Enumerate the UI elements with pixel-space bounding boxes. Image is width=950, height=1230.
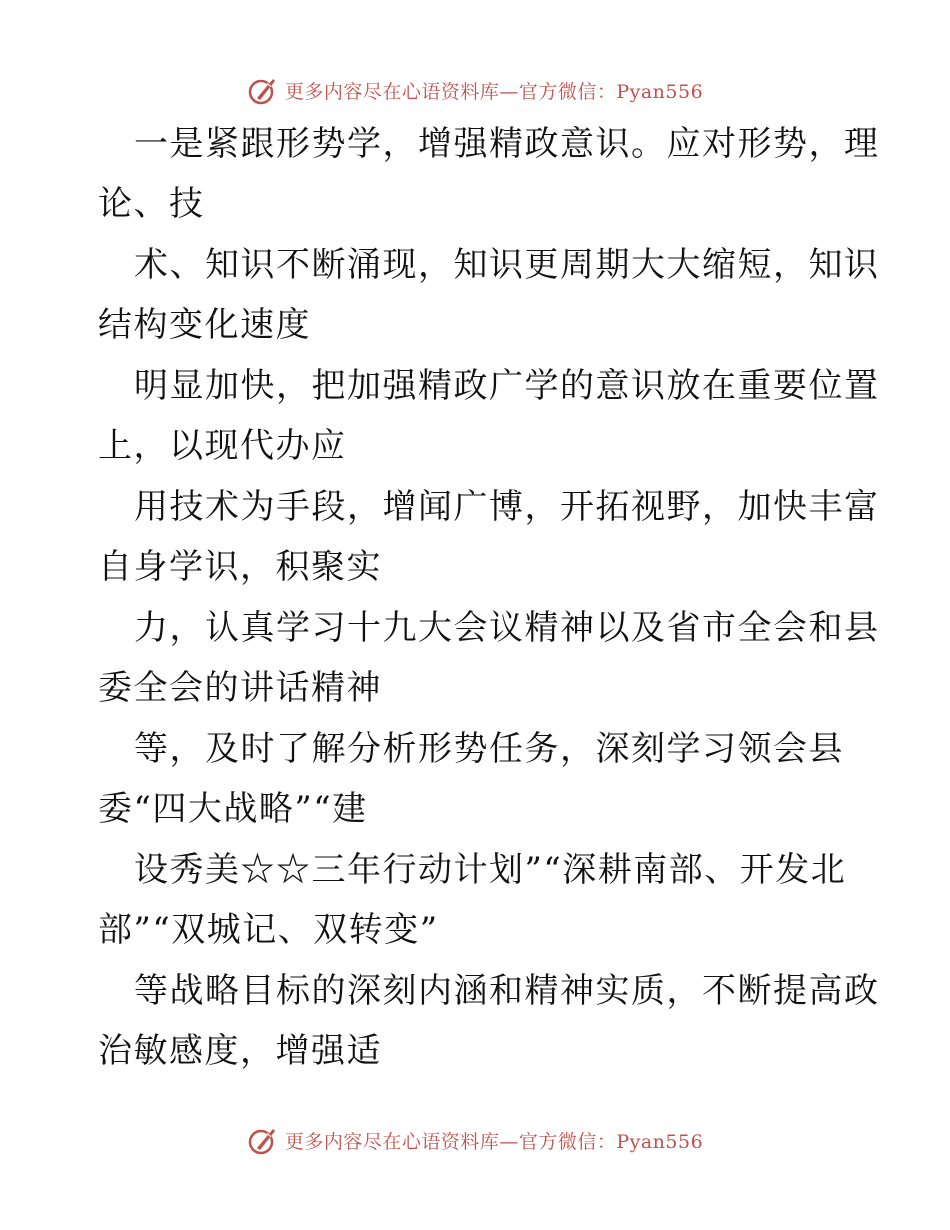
body-line: 等，及时了解分析形势任务，深刻学习领会县	[134, 729, 844, 769]
body-line: 设秀美☆☆三年行动计划”“深耕南部、开发北	[134, 850, 847, 890]
watermark-text: 更多内容尽在心语资料库—官方微信：Pyan556	[284, 80, 704, 103]
body-line: 委“四大战略”“建	[98, 789, 368, 829]
body-line: 自身学识，积聚实	[98, 547, 382, 587]
body-line: 结构变化速度	[98, 305, 311, 345]
watermark-text: 更多内容尽在心语资料库—官方微信：Pyan556	[284, 1130, 704, 1153]
body-line: 治敏感度，增强适	[98, 1031, 382, 1071]
body-line: 上，以现代办应	[98, 426, 347, 466]
body-line: 委全会的讲话精神	[98, 668, 382, 708]
body-line: 术、知识不断涌现，知识更周期大大缩短，知识	[134, 245, 880, 285]
footer-watermark	[0, 1120, 950, 1160]
body-line: 用技术为手段，增闻广博，开拓视野，加快丰富	[134, 487, 880, 527]
body-line: 力，认真学习十九大会议精神以及省市全会和县	[134, 608, 880, 648]
body-line: 部”“双城记、双转变”	[98, 910, 439, 950]
body-line: 一是紧跟形势学，增强精政意识。应对形势，理	[134, 124, 880, 164]
feather-pen-logo-icon	[247, 1124, 279, 1156]
body-line: 论、技	[98, 184, 205, 224]
header-watermark	[0, 70, 950, 110]
watermark-group	[247, 74, 703, 106]
watermark-group	[247, 1124, 703, 1156]
body-line: 等战略目标的深刻内涵和精神实质，不断提高政	[134, 971, 880, 1011]
feather-pen-logo-icon	[247, 74, 279, 106]
body-line: 明显加快，把加强精政广学的意识放在重要位置	[134, 366, 880, 406]
